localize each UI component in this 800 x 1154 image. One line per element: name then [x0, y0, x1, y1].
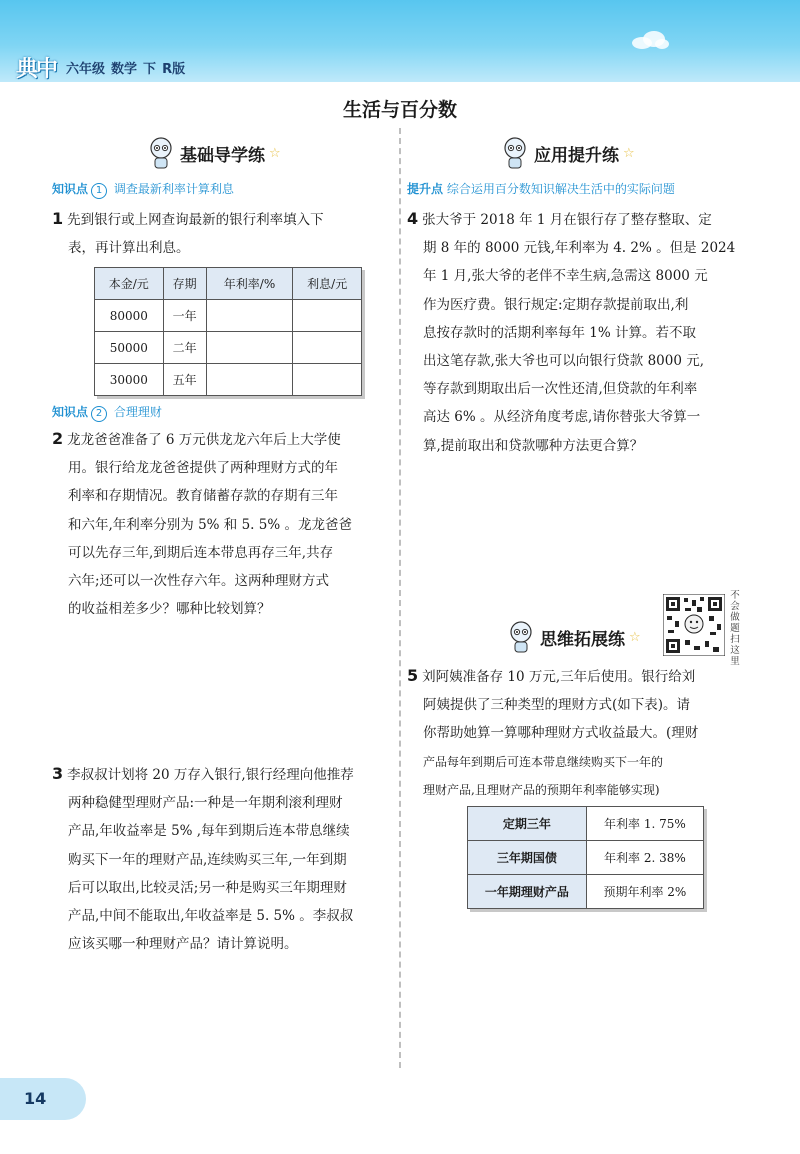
- q3-line: 产品,年收益率是 5% ,每年到期后连本带息继续: [68, 823, 350, 840]
- qr-hint: 不会做题扫这里: [730, 590, 740, 667]
- page-number: 14: [24, 1089, 47, 1108]
- interest-table: [94, 267, 362, 396]
- qr-code-icon[interactable]: [663, 594, 725, 656]
- table-header-row: [95, 268, 362, 300]
- q3-line: 应该买哪一种理财产品？请计算说明。: [68, 936, 298, 953]
- q1-number: 1: [52, 209, 64, 228]
- finance-table: [467, 806, 704, 909]
- table-header-cell: 利息/元: [293, 268, 362, 300]
- table-cell: 三年期国债: [468, 841, 587, 875]
- page-number-tab: [0, 1078, 86, 1120]
- table-header-cell: 年利率/%: [206, 268, 293, 300]
- kp-text: 综合运用百分数知识解决生活中的实际问题: [446, 182, 675, 196]
- kp-tag: 提升点: [407, 182, 444, 196]
- edition-label: R版: [162, 62, 186, 77]
- q3-number: 3: [52, 764, 64, 783]
- star-icon: ☆: [269, 145, 281, 161]
- question-4: [407, 205, 752, 460]
- knowledge-point-2: [52, 403, 162, 422]
- q5-line: 理财产品,且理财产品的预期年利率能够实现): [423, 782, 660, 797]
- mascot-icon: [148, 137, 174, 169]
- q5-number: 5: [407, 666, 419, 685]
- knowledge-point-1: [52, 180, 234, 199]
- table-cell: 五年: [163, 364, 206, 396]
- q1-line: 表，再计算出利息。: [68, 240, 190, 257]
- header-brand: [16, 52, 191, 83]
- table-cell: 年利率 1. 75%: [586, 807, 703, 841]
- q2-line: 六年;还可以一次性存六年。这两种理财方式: [68, 573, 330, 590]
- table-row: [95, 300, 362, 332]
- q2-line: 可以先存三年,到期后连本带息再存三年,共存: [68, 544, 334, 561]
- kp2-number: 2: [91, 406, 107, 422]
- q4-number: 4: [407, 209, 419, 228]
- q4-line: 息按存款时的活期利率每年 1% 计算。若不取: [423, 324, 696, 341]
- q3-line: 购买下一年的理财产品,连续购买三年,一年到期: [68, 851, 347, 868]
- question-3: [52, 760, 392, 958]
- q1-line: 先到银行或上网查询最新的银行利率填入下: [67, 212, 324, 228]
- table-header-cell: 本金/元: [95, 268, 164, 300]
- improvement-point: [407, 180, 675, 197]
- q2-line: 和六年,年利率分别为 5% 和 5. 5% 。龙龙爸爸: [68, 516, 352, 533]
- section-basic-title: [148, 137, 281, 169]
- table-cell: 年利率 2. 38%: [586, 841, 703, 875]
- table-header-cell: 存期: [163, 268, 206, 300]
- mascot-icon: [508, 621, 534, 653]
- mascot-icon: [502, 137, 528, 169]
- table-cell: 80000: [95, 300, 164, 332]
- subject-label: 数学: [111, 62, 138, 77]
- table-row: [95, 364, 362, 396]
- q4-line: 等存款到期取出后一次性还清,但贷款的年利率: [423, 381, 698, 398]
- star-icon: ☆: [623, 145, 635, 161]
- table-cell: [206, 332, 293, 364]
- brand-logo: 典中: [16, 57, 57, 82]
- q2-line: 利率和存期情况。教育储蓄存款的存期有三年: [68, 488, 338, 505]
- table-cell: 定期三年: [468, 807, 587, 841]
- q2-line: 用。银行给龙龙爸爸提供了两种理财方式的年: [68, 460, 338, 477]
- table-cell: [293, 364, 362, 396]
- q2-line: 的收益相差多少？哪种比较划算？: [68, 601, 271, 618]
- table-cell: 30000: [95, 364, 164, 396]
- section-expand-label: 思维拓展练: [540, 629, 625, 650]
- kp2-text: 合理理财: [113, 405, 162, 419]
- kp1-tag: 知识点: [52, 182, 89, 196]
- table-row: [468, 807, 704, 841]
- table-cell: [206, 300, 293, 332]
- section-apply-title: [502, 137, 635, 169]
- kp1-number: 1: [91, 183, 107, 199]
- q2-number: 2: [52, 429, 64, 448]
- q4-line: 作为医疗费。银行规定:定期存款提前取出,利: [423, 296, 689, 313]
- q2-line: 龙龙爸爸准备了 6 万元供龙龙六年后上大学使: [67, 432, 341, 448]
- table-cell: [293, 332, 362, 364]
- q3-line: 李叔叔计划将 20 万存入银行,银行经理向他推荐: [67, 767, 354, 783]
- q4-line: 年 1 月,张大爷的老伴不幸生病,急需这 8000 元: [423, 268, 708, 285]
- table-row: [468, 841, 704, 875]
- q5-line: 阿姨提供了三种类型的理财方式(如下表)。请: [423, 697, 691, 714]
- table-cell: 预期年利率 2%: [586, 875, 703, 909]
- star-icon: ☆: [629, 629, 641, 645]
- q4-line: 高达 6% 。从经济角度考虑,请你替张大爷算一: [423, 409, 701, 426]
- question-5: [407, 662, 752, 804]
- page-header: [0, 0, 800, 82]
- kp1-text: 调查最新利率计算利息: [113, 182, 234, 196]
- section-apply-label: 应用提升练: [534, 145, 619, 166]
- table-cell: 50000: [95, 332, 164, 364]
- question-1: [52, 205, 392, 262]
- table-cell: 二年: [163, 332, 206, 364]
- table-cell: 一年期理财产品: [468, 875, 587, 909]
- cloud-icon: [630, 30, 670, 50]
- q5-line: 你帮助她算一算哪种理财方式收益最大。(理财: [423, 725, 699, 742]
- q4-line: 出这笔存款,张大爷也可以向银行贷款 8000 元,: [423, 353, 705, 370]
- q5-line: 产品每年到期后可连本带息继续购买下一年的: [423, 754, 664, 769]
- table-row: [95, 332, 362, 364]
- question-2: [52, 425, 392, 623]
- page-title: 生活与百分数: [342, 99, 457, 121]
- table-cell: 一年: [163, 300, 206, 332]
- section-basic-label: 基础导学练: [180, 145, 265, 166]
- q5-line: 刘阿姨准备存 10 万元,三年后使用。银行给刘: [422, 669, 696, 685]
- q3-line: 两种稳健型理财产品:一种是一年期利滚利理财: [68, 795, 343, 812]
- q4-line: 期 8 年的 8000 元钱,年利率为 4. 2% 。但是 2024: [423, 240, 736, 257]
- q3-line: 产品,中间不能取出,年收益率是 5. 5% 。李叔叔: [68, 908, 354, 925]
- table-cell: [206, 364, 293, 396]
- q4-line: 张大爷于 2018 年 1 月在银行存了整存整取、定: [422, 212, 712, 228]
- q3-line: 后可以取出,比较灵活;另一种是购买三年期理财: [68, 879, 347, 896]
- table-cell: [293, 300, 362, 332]
- term-label: 下: [143, 62, 157, 77]
- kp2-tag: 知识点: [52, 405, 89, 419]
- table-row: [468, 875, 704, 909]
- column-divider: [399, 128, 401, 1068]
- grade-info: [66, 58, 191, 77]
- q4-line: 算,提前取出和贷款哪种方法更合算？: [423, 437, 644, 454]
- grade-label: 六年级: [66, 62, 106, 77]
- section-expand-title: [508, 621, 641, 653]
